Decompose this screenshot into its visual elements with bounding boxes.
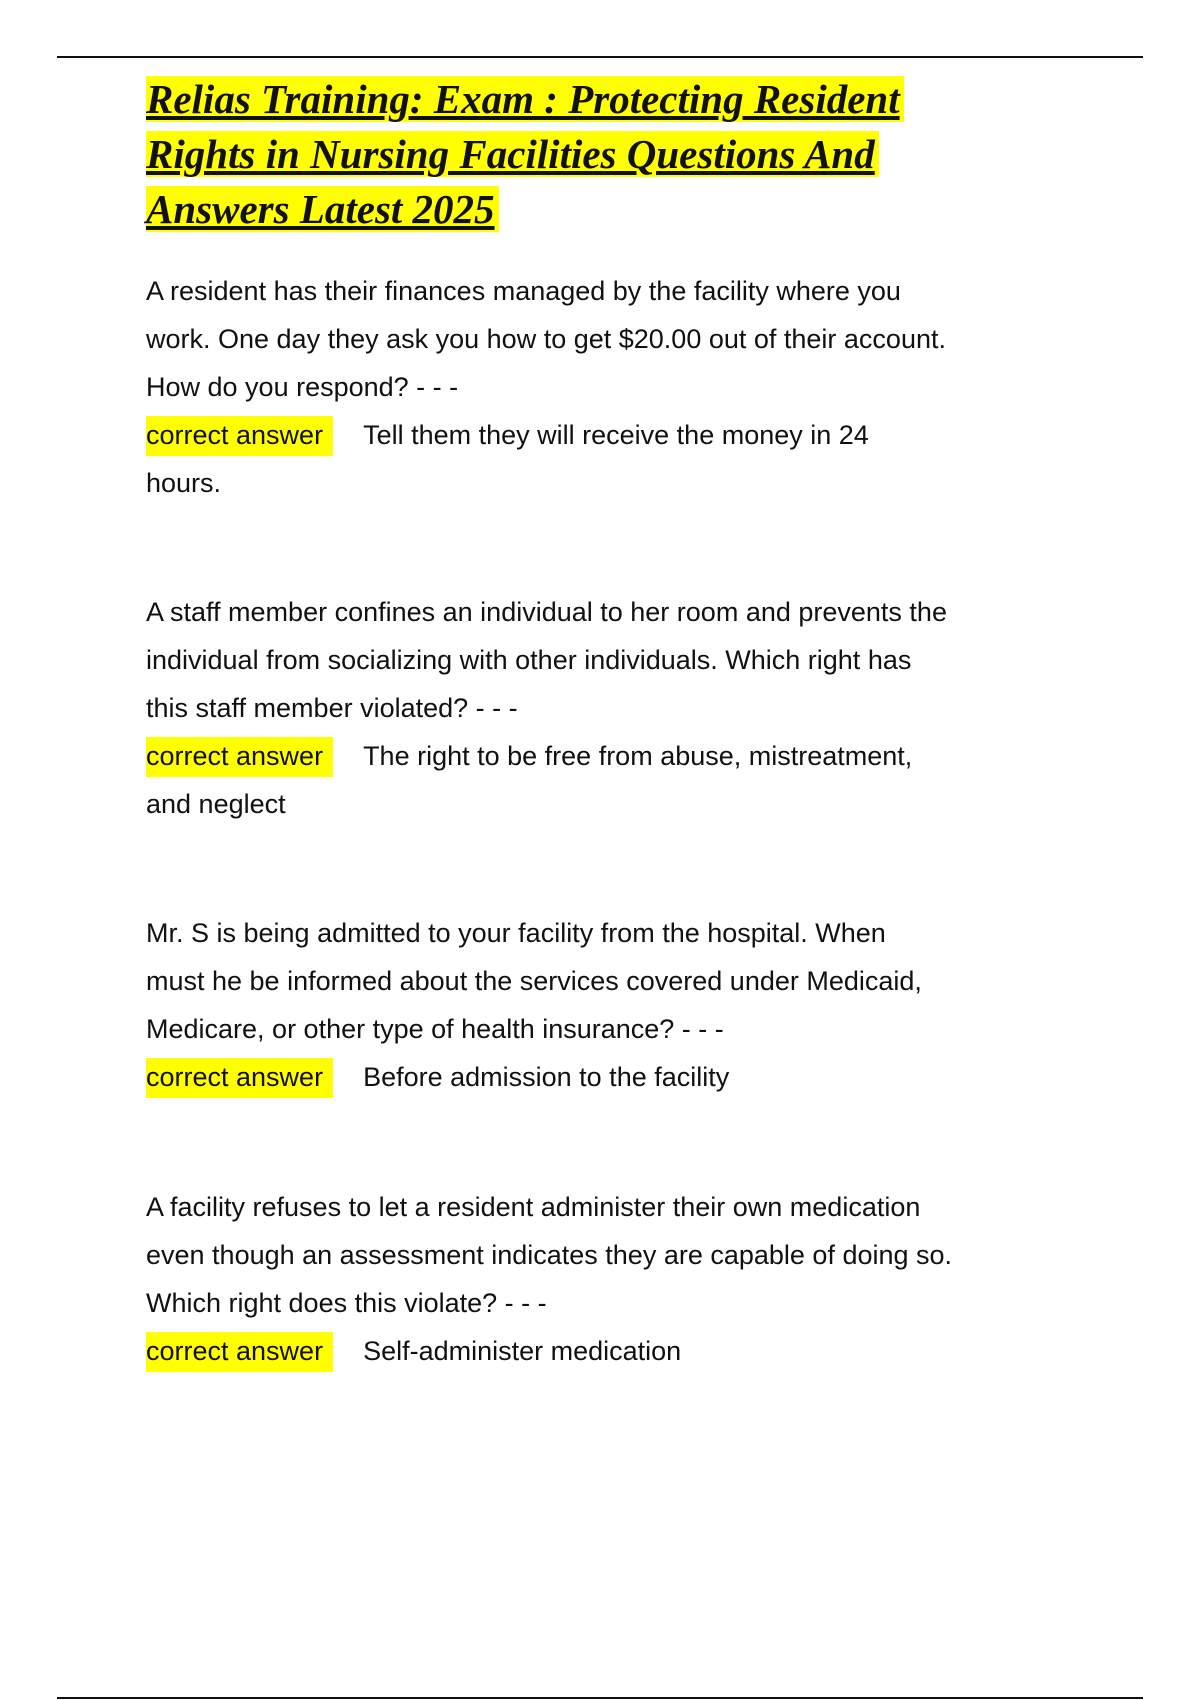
title-line: Rights in Nursing Facilities Questions And — [146, 131, 879, 177]
question-text: individual from socializing with other individuals. Which right has — [146, 645, 912, 675]
title-line: Relias Training: Exam : Protecting Resident — [146, 76, 904, 122]
bottom-rule — [57, 1697, 1143, 1699]
question-text: A resident has their finances managed by the facility where you — [146, 276, 901, 306]
question-text: must he be informed about the services covered under Medicaid, — [146, 966, 922, 996]
answer-text: Before admission to the facility — [363, 1062, 730, 1092]
document-title — [146, 72, 1096, 237]
question-text: A facility refuses to let a resident administer their own medication — [146, 1192, 921, 1222]
answer-text: Self-administer medication — [363, 1336, 682, 1366]
correct-answer-label: correct answer — [146, 1332, 333, 1372]
answer-text: Tell them they will receive the money in 24 — [363, 420, 869, 450]
question-text: Which right does this violate? - - - — [146, 1288, 547, 1318]
question-block-3 — [146, 909, 1106, 1101]
question-text: work. One day they ask you how to get $20.00 out of their account. — [146, 324, 946, 354]
top-rule — [57, 56, 1143, 58]
answer-text: The right to be free from abuse, mistreatment, — [363, 741, 913, 771]
question-text: Medicare, or other type of health insurance? - - - — [146, 1014, 724, 1044]
answer-text: and neglect — [146, 789, 286, 819]
correct-answer-label: correct answer — [146, 1058, 333, 1098]
question-text: this staff member violated? - - - — [146, 693, 518, 723]
question-text: Mr. S is being admitted to your facility from the hospital. When — [146, 918, 886, 948]
answer-text: hours. — [146, 468, 222, 498]
correct-answer-label: correct answer — [146, 737, 333, 777]
title-line: Answers Latest 2025 — [146, 186, 499, 232]
question-block-4 — [146, 1183, 1106, 1375]
question-block-1 — [146, 267, 1106, 507]
question-text: How do you respond? - - - — [146, 372, 459, 402]
question-text: A staff member confines an individual to her room and prevents the — [146, 597, 947, 627]
question-block-2 — [146, 588, 1106, 828]
question-text: even though an assessment indicates they are capable of doing so. — [146, 1240, 953, 1270]
correct-answer-label: correct answer — [146, 416, 333, 456]
